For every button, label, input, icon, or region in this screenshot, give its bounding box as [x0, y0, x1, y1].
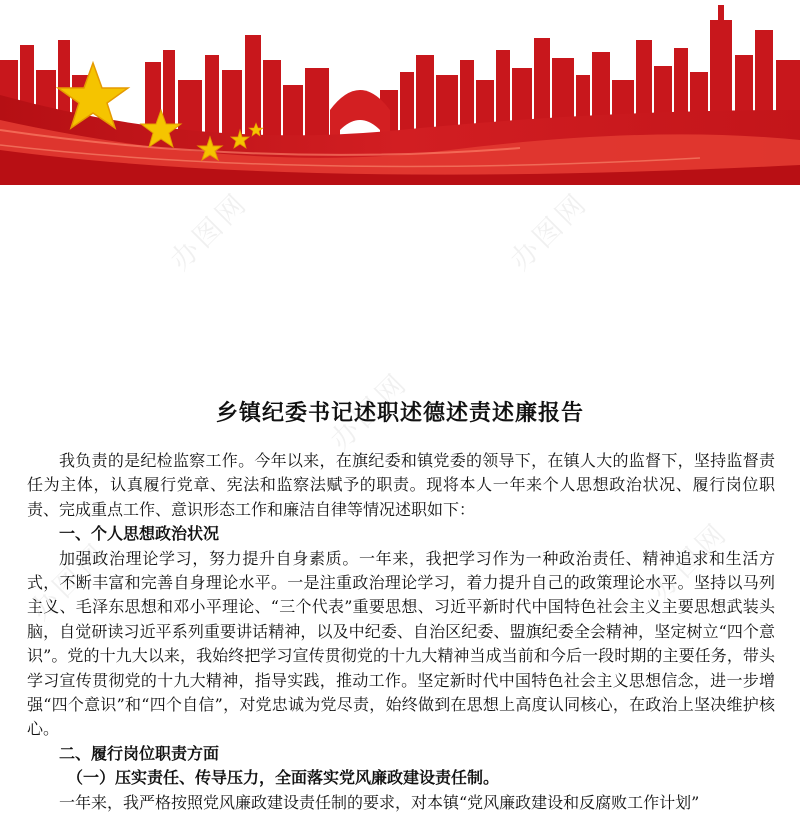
header-banner — [0, 0, 800, 185]
intro-paragraph: 我负责的是纪检监察工作。今年以来，在旗纪委和镇党委的领导下，在镇人大的监督下，坚持监督责任为主体，认真履行党章、宪法和监察法赋予的职责。现将本人一年来个人思想政治状况、履行岗位职责、完成重点工作、意识形态工作和廉洁自律等情况述职如下： — [27, 451, 775, 519]
document-title: 乡镇纪委书记述职述德述责述廉报告 — [215, 400, 584, 426]
watermark: 办图网 — [323, 365, 415, 457]
watermark: 办图网 — [23, 535, 115, 627]
section-1-paragraph: 加强政治理论学习，努力提升自身素质。一年来，我把学习作为一种政治责任、精神追求和生活方式，不断丰富和完善自身理论水平。一是注重政治理论学习，着力提升自己的政策理论水平。坚持以马列主义、毛泽东思想和邓小平理论、“三个代表”重要思想、习近平新时代中国特色社会主义主要思想武装头脑，自觉研读习近平系列重要讲话精神，以及中纪委、自治区纪委、盟旗纪委全会精神，坚定树立“四个意识”。党的十九大以来，我始终把学习宣传贯彻党的十九大精神当成当前和今后一段时期的主要任务，带头学习宣传贯彻党的十九大精神，指导实践，推动工作。坚定新时代中国特色社会主义思想信念，进一步增强“四个意识”和“四个自信”，对党忠诚为党尽责，始终做到在思想上高度认同核心，在政治上坚决维护核心。 — [27, 548, 775, 739]
document-body — [27, 449, 775, 815]
watermark: 办图网 — [503, 185, 595, 277]
section-1-heading: 一、个人思想政治状况 — [59, 524, 220, 544]
watermark: 办图网 — [643, 515, 735, 607]
section-2-paragraph: 一年来，我严格按照党风廉政建设责任制的要求，对本镇“党风廉政建设和反腐败工作计划” — [59, 792, 700, 812]
section-2-heading: 二、履行岗位职责方面 — [59, 743, 220, 763]
section-2-subheading: （一）压实责任、传导压力，全面落实党风廉政建设责任制。 — [67, 768, 500, 788]
watermark: 办图网 — [163, 185, 255, 277]
